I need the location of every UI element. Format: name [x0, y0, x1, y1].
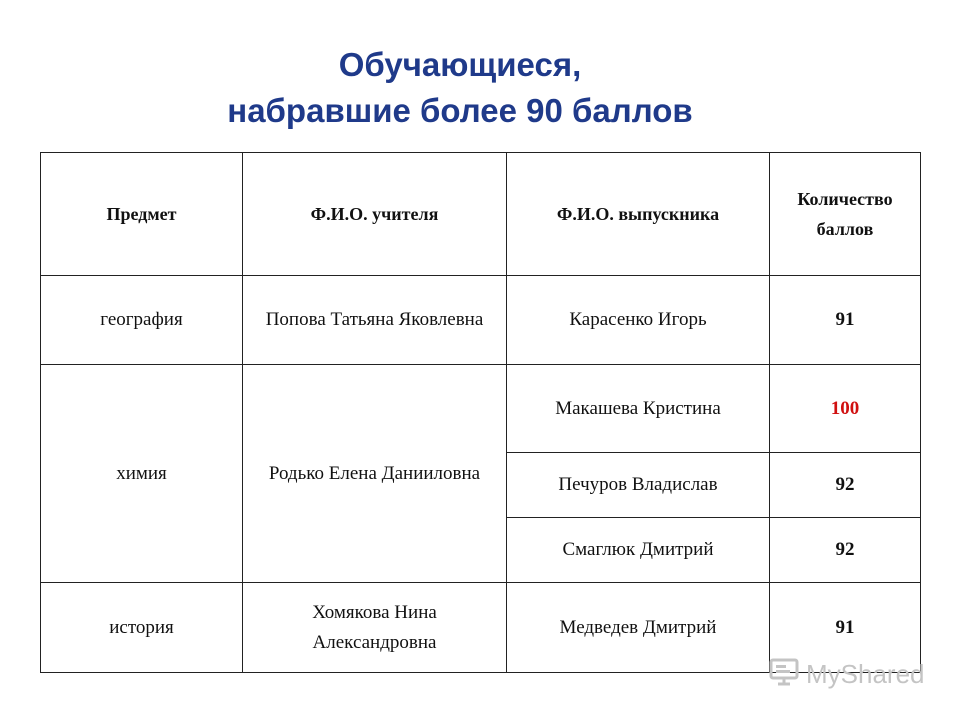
graduate-cell: Медведев Дмитрий — [507, 583, 770, 673]
graduate-cell: Макашева Кристина — [507, 365, 770, 453]
teacher-cell: Попова Татьяна Яковлевна — [243, 276, 507, 365]
results-table — [40, 152, 921, 673]
table-header-row — [41, 153, 921, 276]
page-title — [0, 42, 920, 134]
graduate-cell: Карасенко Игорь — [507, 276, 770, 365]
graduate-cell: Печуров Владислав — [507, 453, 770, 518]
table-row — [41, 365, 921, 453]
presentation-screen-icon — [768, 655, 806, 694]
teacher-cell: Хомякова Нина Александровна — [243, 583, 507, 673]
score-cell-highlighted: 100 — [770, 365, 921, 453]
score-cell: 91 — [770, 276, 921, 365]
header-subject: Предмет — [41, 153, 243, 276]
header-score: Количество баллов — [770, 153, 921, 276]
subject-cell: химия — [41, 365, 243, 583]
graduate-cell: Смаглюк Дмитрий — [507, 518, 770, 583]
title-line-1: Обучающиеся, — [338, 46, 582, 83]
watermark-text: MyShared — [806, 658, 925, 689]
score-cell: 92 — [770, 518, 921, 583]
title-line-2: набравшие более 90 баллов — [227, 92, 693, 129]
subject-cell: география — [41, 276, 243, 365]
score-cell: 91 — [770, 583, 921, 673]
header-teacher: Ф.И.О. учителя — [243, 153, 507, 276]
subject-cell: история — [41, 583, 243, 673]
score-cell: 92 — [770, 453, 921, 518]
header-graduate: Ф.И.О. выпускника — [507, 153, 770, 276]
table-row — [41, 276, 921, 365]
watermark — [768, 656, 925, 692]
teacher-cell: Родько Елена Данииловна — [243, 365, 507, 583]
